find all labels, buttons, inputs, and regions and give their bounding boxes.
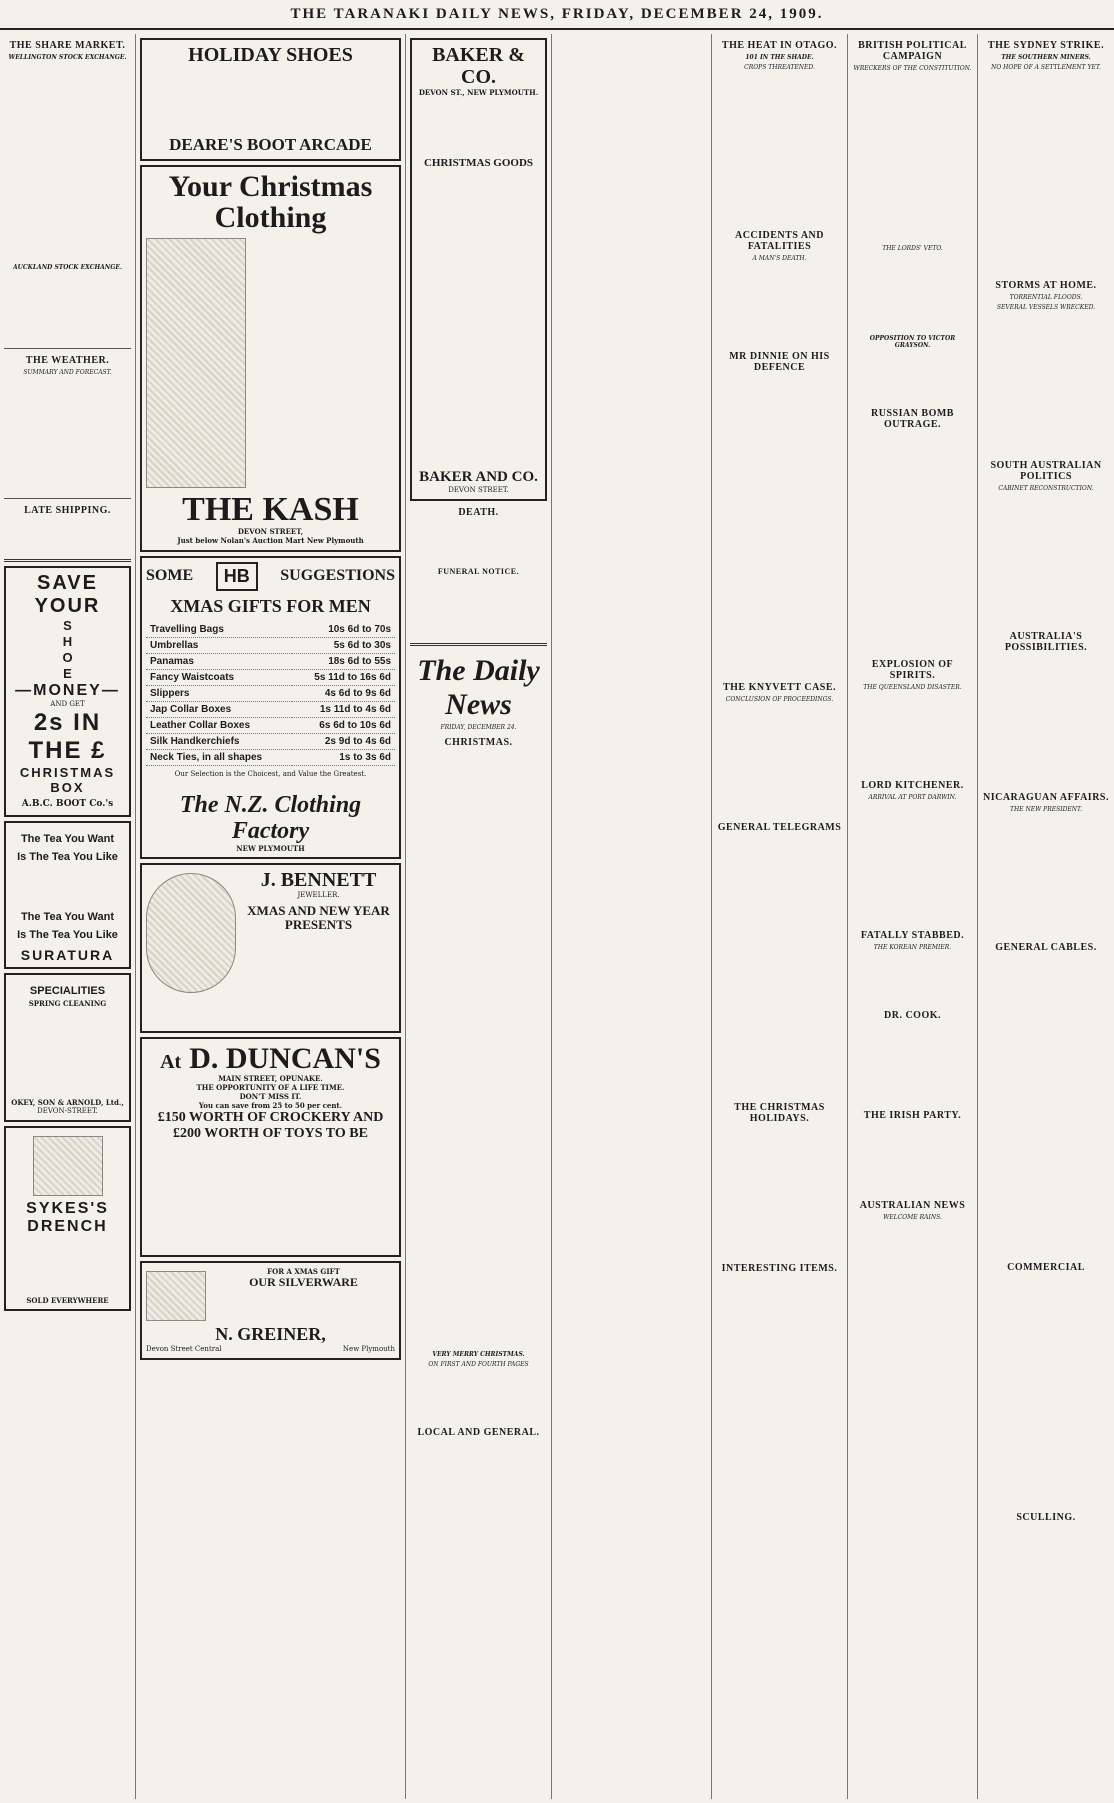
funeral-heading: FUNERAL NOTICE. <box>437 566 520 576</box>
gift-row <box>146 750 395 766</box>
okey-ad <box>4 973 131 1122</box>
gift-price: 18s 6d to 55s <box>292 654 395 670</box>
masthead <box>0 0 1114 30</box>
text-block <box>716 836 843 1096</box>
xmas-gifts-heading: XMAS GIFTS FOR MEN <box>170 595 371 616</box>
accidents-heading: ACCIDENTS AND FATALITIES <box>734 230 824 252</box>
gift-item: Travelling Bags <box>146 622 292 638</box>
hb-logo: HB <box>216 562 258 591</box>
sykes-brand: SYKES'S DRENCH <box>26 1200 109 1236</box>
column-7 <box>978 34 1114 1799</box>
text-block <box>852 694 973 774</box>
gift-price: 5s 6d to 30s <box>292 638 395 654</box>
at-text: At <box>160 1050 182 1073</box>
issue-date: FRIDAY, DECEMBER 24. <box>440 723 517 731</box>
text-block <box>982 74 1110 274</box>
text-block <box>852 1224 973 1504</box>
weather-heading: THE WEATHER. <box>25 355 110 366</box>
dont-miss-text: DON'T MISS IT. <box>239 1092 302 1102</box>
kash-ad <box>140 165 401 552</box>
greiner-address: Devon Street Central <box>146 1345 222 1354</box>
welcome-subheading: WELCOME RAINS. <box>883 1214 942 1221</box>
korean-subheading: THE KOREAN PREMIER. <box>873 944 952 951</box>
shoe-letter: O <box>62 650 73 665</box>
text-block <box>982 1526 1110 1606</box>
general-heading: GENERAL TELEGRAMS <box>717 822 842 833</box>
toys-offer: £200 WORTH OF TOYS TO BE <box>173 1125 368 1141</box>
nz-clothing-ad <box>140 556 401 859</box>
fatally-heading: FATALLY STABBED. <box>860 930 965 941</box>
text-block <box>10 1008 125 1098</box>
death-heading: DEATH. <box>458 506 499 518</box>
gift-item: Fancy Waistcoats <box>146 670 292 686</box>
greiner-town: New Plymouth <box>342 1345 395 1354</box>
christmas-title: Your Christmas <box>168 169 373 203</box>
clothing-title: Clothing <box>214 201 327 235</box>
gift-price: 6s 6d to 10s 6d <box>292 718 395 734</box>
text-block <box>10 1236 125 1296</box>
duncan-street: MAIN STREET, OPUNAKE. <box>218 1074 323 1084</box>
torrential-subheading: TORRENTIAL FLOODS. <box>1009 294 1083 301</box>
gift-item: Umbrellas <box>146 638 292 654</box>
text-block <box>410 751 547 1351</box>
tea-line: Is The Tea You Like <box>17 850 118 863</box>
australian-heading: AUSTRALIAN NEWS <box>859 1200 966 1211</box>
summary-heading: SUMMARY AND FORECAST. <box>23 369 112 376</box>
shoe-letter: H <box>62 634 73 649</box>
abc-name: A.B.C. BOOT Co.'s <box>21 799 114 810</box>
column-1 <box>0 34 136 1799</box>
crops-subheading: CROPS THREATENED. <box>744 64 815 71</box>
gift-list <box>146 622 395 766</box>
text-block <box>982 956 1110 1256</box>
gift-row <box>146 638 395 654</box>
text-block <box>852 954 973 1004</box>
text-block <box>4 64 131 264</box>
text-block <box>146 66 395 136</box>
baker-name-footer: BAKER AND CO. <box>419 469 538 486</box>
text-block <box>416 97 541 157</box>
gift-row <box>146 718 395 734</box>
gift-row <box>146 622 395 638</box>
holiday-shoes-ad <box>140 38 401 161</box>
duncan-name: D. DUNCAN'S <box>189 1041 381 1075</box>
save-percent: You can save from 25 to 50 per cent. <box>198 1101 343 1111</box>
gift-price: 2s 9d to 4s 6d <box>292 734 395 750</box>
money-text: —MONEY— <box>15 682 120 699</box>
gift-price: 1s 11d to 4s 6d <box>292 702 395 718</box>
text-block <box>146 1141 395 1251</box>
gift-item: Leather Collar Boxes <box>146 718 292 734</box>
share-market-heading: THE SHARE MARKET. <box>9 40 126 51</box>
sold-everywhere: SOLD EVERYWHERE <box>26 1296 109 1306</box>
text-block <box>852 433 973 653</box>
column-4 <box>552 34 712 1799</box>
wellington-heading: WELLINGTON STOCK EXCHANGE. <box>8 54 127 61</box>
text-block <box>982 1276 1110 1506</box>
column-3 <box>406 34 552 1799</box>
some-text: SOME <box>146 567 194 585</box>
silverware-heading: OUR SILVERWARE <box>249 1275 358 1290</box>
south-aus-heading: SOUTH AUSTRALIAN POLITICS <box>990 460 1102 482</box>
conclusion-subheading: CONCLUSION OF PROCEEDINGS. <box>725 696 834 703</box>
column-6 <box>848 34 978 1799</box>
vessels-subheading: SEVERAL VESSELS WRECKED. <box>996 304 1096 311</box>
text-block <box>716 265 843 345</box>
explosion-heading: EXPLOSION OF SPIRITS. <box>871 659 954 681</box>
spring-cleaning: SPRING CLEANING <box>28 998 107 1008</box>
cook-heading: DR. COOK. <box>884 1010 941 1021</box>
strike-heading: THE SYDNEY STRIKE. <box>987 40 1105 51</box>
lords-subheading: THE LORDS' VETO. <box>882 245 943 252</box>
interesting-heading: INTERESTING ITEMS. <box>721 1263 838 1274</box>
sykes-drench-ad <box>4 1126 131 1311</box>
christmas-heading: CHRISTMAS. <box>444 736 513 748</box>
suggestions-text: SUGGESTIONS <box>280 567 395 585</box>
silverware-illustration <box>146 1271 206 1321</box>
shoe-letter: E <box>63 666 72 681</box>
xmas-gift-heading: FOR A XMAS GIFT <box>267 1267 340 1277</box>
sport-note: ON FIRST AND FOURTH PAGES <box>428 1360 529 1368</box>
masthead-title: THE TARANAKI DAILY NEWS, FRIDAY, DECEMBER 24, 1909. <box>290 6 824 22</box>
president-subheading: THE NEW PRESIDENT. <box>1009 806 1083 813</box>
text-block <box>410 1371 547 1421</box>
text-block <box>410 521 547 561</box>
column-2 <box>136 34 406 1799</box>
bomb-heading: RUSSIAN BOMB OUTRAGE. <box>871 408 954 430</box>
text-block <box>852 352 973 402</box>
gift-item: Jap Collar Boxes <box>146 702 292 718</box>
text-block <box>410 579 547 639</box>
text-block <box>982 314 1110 454</box>
dinnie-heading: MR DINNIE ON HIS DEFENCE <box>729 351 830 373</box>
british-heading: BRITISH POLITICAL CAMPAIGN <box>858 40 967 62</box>
text-block <box>410 1441 547 1741</box>
gift-row <box>146 702 395 718</box>
gift-row <box>146 670 395 686</box>
text-block <box>416 169 541 469</box>
text-block <box>4 274 131 344</box>
mans-death-subheading: A MAN'S DEATH. <box>752 255 807 262</box>
gift-row <box>146 734 395 750</box>
kash-tagline: Just below Nolan's Auction Mart New Plymouth <box>177 536 364 546</box>
greiner-ad <box>140 1261 401 1360</box>
shade-subheading: 101 IN THE SHADE. <box>745 54 814 61</box>
commercial-heading: COMMERCIAL <box>1007 1262 1085 1273</box>
merry-christmas: VERY MERRY CHRISTMAS. <box>432 1350 525 1358</box>
gift-price: 10s 6d to 70s <box>292 622 395 638</box>
discount-text: 2s IN THE £ <box>28 709 107 765</box>
text-block <box>852 255 973 335</box>
shipping-heading: LATE SHIPPING. <box>24 505 111 516</box>
text-block <box>982 816 1110 936</box>
save-your-text: SAVE YOUR <box>34 572 101 617</box>
kash-name: THE KASH <box>182 490 359 528</box>
selection-note: Our Selection is the Choicest, and Value the Greatest. <box>174 770 367 779</box>
nz-clothing-town: NEW PLYMOUTH <box>236 843 305 853</box>
sculling-heading: SCULLING. <box>1016 1512 1076 1523</box>
specialities-heading: SPECIALITIES <box>29 984 106 997</box>
man-illustration <box>146 238 246 488</box>
bennett-role: JEWELLER. <box>297 890 340 899</box>
text-block <box>852 1024 973 1104</box>
text-block <box>556 34 707 1794</box>
cables-heading: GENERAL CABLES. <box>995 942 1097 953</box>
southern-subheading: THE SOUTHERN MINERS. <box>1001 54 1091 61</box>
knyvett-heading: THE KNYVETT CASE. <box>722 682 837 693</box>
irish-heading: THE IRISH PARTY. <box>863 1110 962 1121</box>
baker-name: BAKER & CO. <box>432 44 525 88</box>
text-block <box>852 804 973 924</box>
no-hope-subheading: NO HOPE OF A SETTLEMENT YET. <box>991 64 1101 71</box>
text-block <box>716 706 843 816</box>
text-block <box>242 937 395 1027</box>
nz-clothing-name: The N.Z. Clothing Factory <box>179 792 362 844</box>
gift-price: 1s to 3s 6d <box>292 750 395 766</box>
tea-line: The Tea You Want <box>20 832 115 845</box>
kitchener-heading: LORD KITCHENER. <box>861 780 964 791</box>
local-heading: LOCAL AND GENERAL. <box>417 1426 540 1438</box>
text-block <box>4 519 131 555</box>
text-block <box>852 75 973 245</box>
nicaraguan-heading: NICARAGUAN AFFAIRS. <box>983 792 1109 803</box>
christmas-box-text: CHRISTMAS BOX <box>19 765 116 796</box>
text-block <box>716 376 843 676</box>
queensland-subheading: THE QUEENSLAND DISASTER. <box>863 684 962 691</box>
abc-boot-ad <box>4 566 131 817</box>
baker-ad <box>410 38 547 501</box>
tea-line: Is The Tea You Like <box>17 928 118 941</box>
text-block <box>252 234 395 484</box>
gift-item: Slippers <box>146 686 292 702</box>
text-block <box>716 1127 843 1257</box>
crockery-offer: £150 WORTH OF CROCKERY AND <box>157 1110 384 1126</box>
column-5 <box>712 34 848 1799</box>
gift-row <box>146 686 395 702</box>
gift-item: Silk Handkerchiefs <box>146 734 292 750</box>
opportunity-text: THE OPPORTUNITY OF A LIFE TIME. <box>196 1083 345 1093</box>
text-block <box>982 656 1110 786</box>
baker-street-footer: DEVON STREET. <box>448 485 509 494</box>
okey-street: DEVON-STREET. <box>37 1106 98 1115</box>
baker-street: DEVON ST., NEW PLYMOUTH. <box>418 88 539 97</box>
greiner-name: N. GREINER, <box>215 1324 326 1345</box>
presents-heading: XMAS AND NEW YEAR PRESENTS <box>247 903 390 933</box>
christmas-goods: CHRISTMAS GOODS <box>423 157 534 170</box>
deare-name: DEARE'S BOOT ARCADE <box>169 135 372 154</box>
gift-row <box>146 654 395 670</box>
text-block <box>716 74 843 224</box>
shoe-letter: S <box>63 618 72 633</box>
cabinet-subheading: CABINET RECONSTRUCTION. <box>998 485 1094 492</box>
gift-item: Neck Ties, in all shapes <box>146 750 292 766</box>
auckland-heading: AUCKLAND STOCK EXCHANGE. <box>12 264 123 271</box>
bennett-name: J. BENNETT <box>260 868 377 891</box>
watch-illustration <box>146 873 236 993</box>
text-block <box>716 1277 843 1577</box>
heat-heading: THE HEAT IN OTAGO. <box>721 40 838 51</box>
holiday-shoes-title: HOLIDAY SHOES <box>188 44 353 66</box>
opposition-subheading: OPPOSITION TO VICTOR GRAYSON. <box>869 335 956 349</box>
daily-news-title: The Daily News <box>417 653 540 721</box>
kash-street: DEVON STREET, <box>237 527 304 537</box>
duncan-ad <box>140 1037 401 1258</box>
text-block <box>982 495 1110 625</box>
gift-price: 5s 11d to 16s 6d <box>292 670 395 686</box>
possibilities-heading: AUSTRALIA'S POSSIBILITIES. <box>1004 631 1088 653</box>
holidays-heading: THE CHRISTMAS HOLIDAYS. <box>734 1102 825 1124</box>
suratura-brand: SURATURA <box>20 946 115 963</box>
arrival-subheading: ARRIVAL AT PORT DARWIN. <box>868 794 957 801</box>
text-block <box>10 865 125 905</box>
tea-line: The Tea You Want <box>20 910 115 923</box>
text-block <box>852 1124 973 1194</box>
okey-name: OKEY, SON & ARNOLD, Ltd., <box>11 1097 124 1107</box>
suratura-ad <box>4 821 131 969</box>
text-block <box>4 379 131 494</box>
and-get-text: AND GET <box>50 700 85 708</box>
cow-illustration <box>33 1136 103 1196</box>
gift-item: Panamas <box>146 654 292 670</box>
gift-price: 4s 6d to 9s 6d <box>292 686 395 702</box>
bennett-ad <box>140 863 401 1033</box>
wreckers-subheading: WRECKERS OF THE CONSTITUTION. <box>853 65 972 72</box>
storms-heading: STORMS AT HOME. <box>995 280 1097 291</box>
